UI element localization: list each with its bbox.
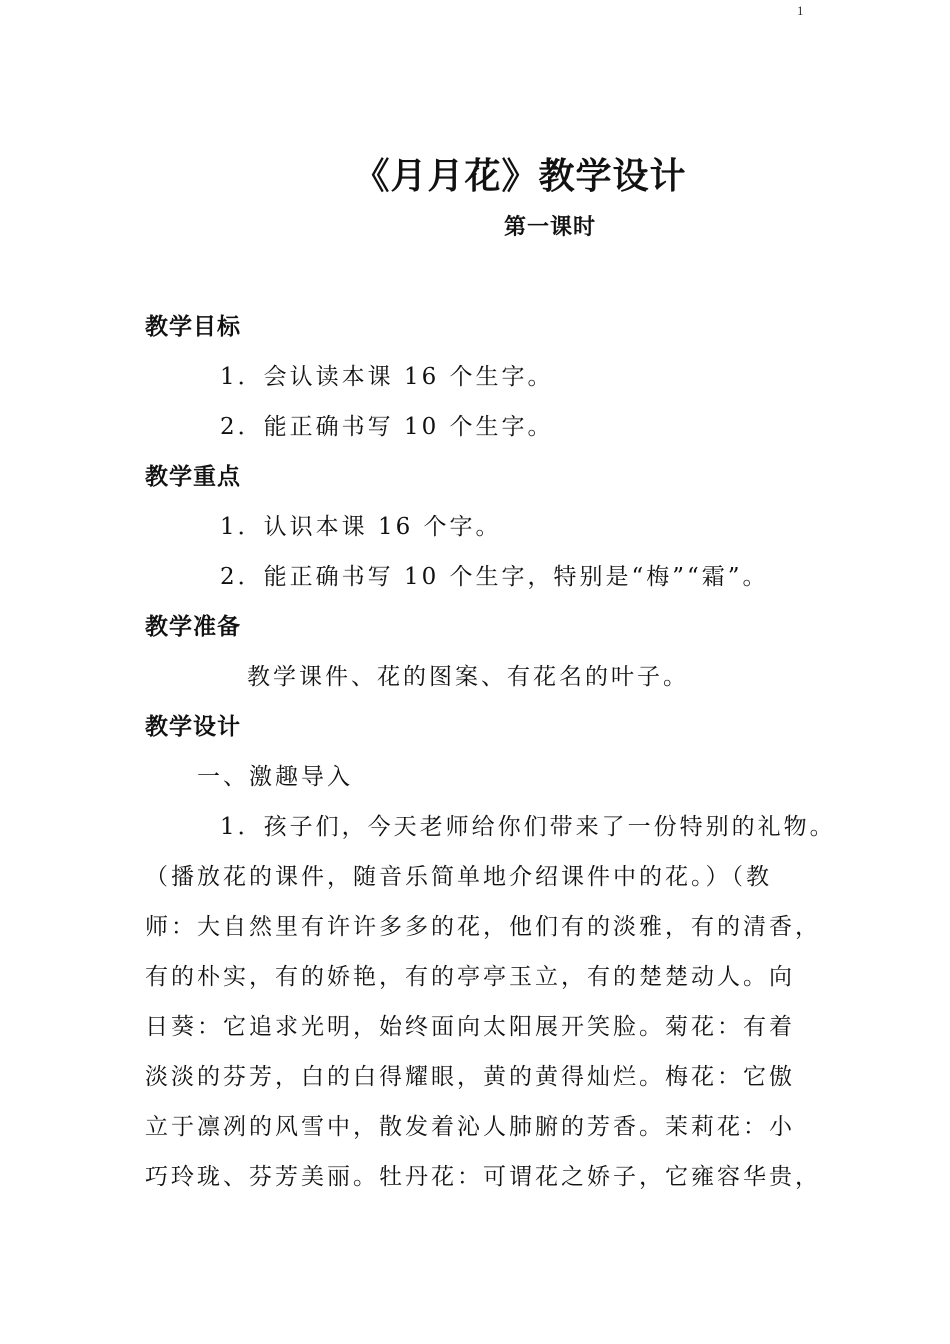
body-line: （播放花的课件，随音乐简单地介绍课件中的花。）（教 [145, 864, 772, 890]
focus-item: 1．认识本课 16 个字。 [220, 514, 502, 540]
body-line: 1．孩子们，今天老师给你们带来了一份特别的礼物。 [220, 814, 836, 840]
body-line: 巧玲珑、芬芳美丽。牡丹花：可谓花之娇子，它雍容华贵， [145, 1164, 821, 1190]
heading-prep: 教学准备 [145, 614, 241, 640]
prep-item: 教学课件、花的图案、有花名的叶子。 [247, 664, 689, 690]
heading-design: 教学设计 [145, 714, 241, 740]
heading-focus: 教学重点 [145, 464, 241, 490]
body-line: 师：大自然里有许许多多的花，他们有的淡雅，有的清香， [145, 914, 821, 940]
heading-goals: 教学目标 [145, 314, 241, 340]
focus-item: 2．能正确书写 10 个生字，特别是“梅”“霜”。 [220, 564, 769, 590]
body-line: 有的朴实，有的娇艳，有的亭亭玉立，有的楚楚动人。向 [145, 964, 795, 990]
page-number: 1 [797, 3, 804, 18]
body-line: 立于凛冽的风雪中，散发着沁人肺腑的芳香。茉莉花：小 [145, 1114, 795, 1140]
document-title: 《月月花》教学设计 [353, 156, 687, 197]
goal-item: 2．能正确书写 10 个生字。 [220, 414, 554, 440]
body-line: 日葵：它追求光明，始终面向太阳展开笑脸。菊花：有着 [145, 1014, 795, 1040]
document-subtitle: 第一课时 [503, 215, 596, 240]
design-part-heading: 一、激趣导入 [197, 764, 353, 790]
goal-item: 1．会认读本课 16 个生字。 [220, 364, 554, 390]
body-line: 淡淡的芬芳，白的白得耀眼，黄的黄得灿烂。梅花：它傲 [145, 1064, 795, 1090]
